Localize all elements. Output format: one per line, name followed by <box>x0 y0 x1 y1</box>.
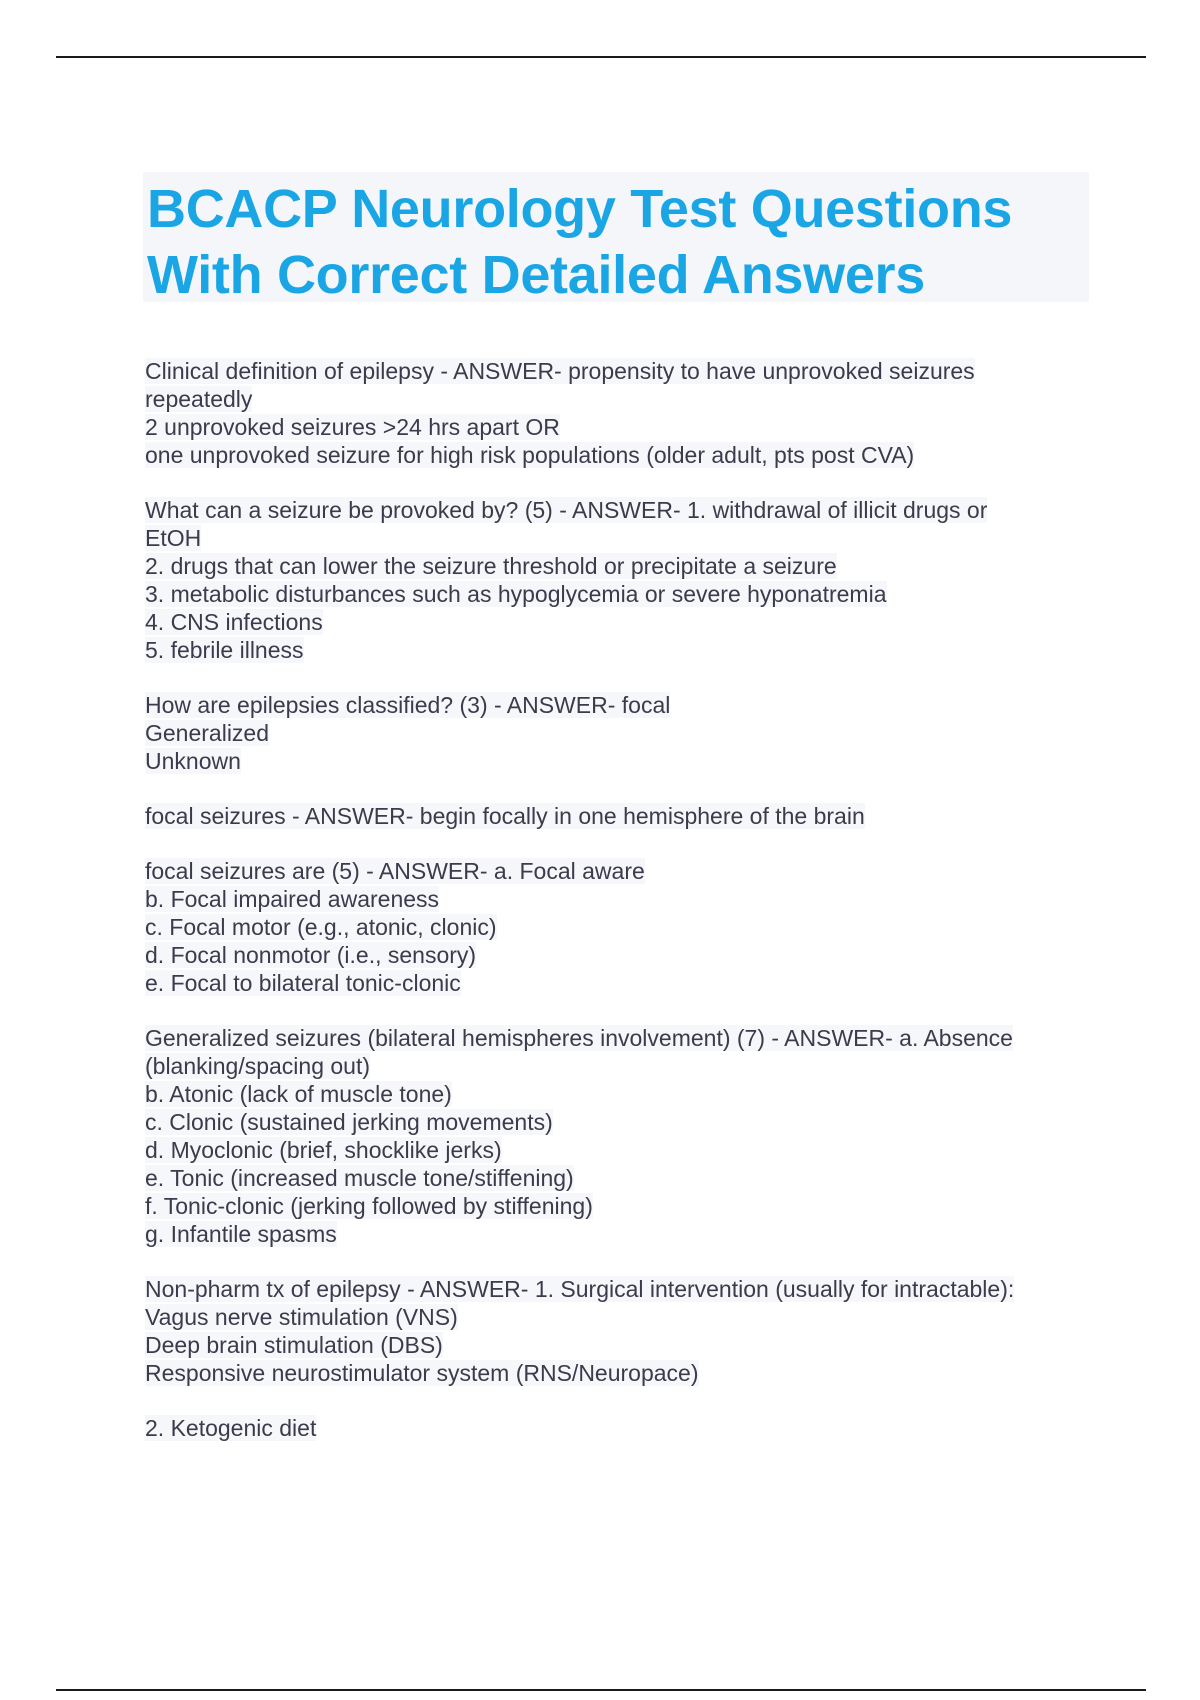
document-body <box>145 357 1065 1469</box>
entry-text: b. Focal impaired awareness <box>145 886 440 912</box>
entry-line <box>145 608 1065 636</box>
entry-line <box>145 1164 1065 1192</box>
entry-line <box>145 1414 1065 1442</box>
entry-text: f. Tonic-clonic (jerking followed by stiffening) <box>145 1193 593 1219</box>
entry-text: b. Atonic (lack of muscle tone) <box>145 1081 452 1107</box>
entry-text: c. Clonic (sustained jerking movements) <box>145 1109 553 1135</box>
entry-text: Vagus nerve stimulation (VNS) <box>145 1304 458 1330</box>
entry-text: 5. febrile illness <box>145 637 304 663</box>
entry-text: focal seizures are (5) - ANSWER- a. Focal aware <box>145 858 645 884</box>
entry-line <box>145 1052 1065 1080</box>
entry-line <box>145 1108 1065 1136</box>
entry-text: d. Focal nonmotor (i.e., sensory) <box>145 942 477 968</box>
entry-text: d. Myoclonic (brief, shocklike jerks) <box>145 1137 502 1163</box>
entry-line <box>145 385 1065 413</box>
entry-text: 2. Ketogenic diet <box>145 1415 317 1441</box>
entry-text: one unprovoked seizure for high risk populations (older adult, pts post CVA) <box>145 442 915 468</box>
qa-entry <box>145 496 1065 664</box>
entry-line <box>145 747 1065 775</box>
entry-line <box>145 636 1065 664</box>
entry-line <box>145 357 1065 385</box>
entry-text: e. Focal to bilateral tonic-clonic <box>145 970 461 996</box>
entry-text: How are epilepsies classified? (3) - ANSWER- focal <box>145 692 671 718</box>
entry-text: What can a seizure be provoked by? (5) - ANSWER- 1. withdrawal of illicit drugs or <box>145 497 988 523</box>
entry-text: Responsive neurostimulator system (RNS/Neuropace) <box>145 1360 699 1386</box>
entry-text: 2 unprovoked seizures >24 hrs apart OR <box>145 414 560 440</box>
entry-text: 4. CNS infections <box>145 609 323 635</box>
header-rule <box>56 56 1146 58</box>
qa-entry <box>145 357 1065 469</box>
entry-line <box>145 913 1065 941</box>
title-line-2: With Correct Detailed Answers <box>147 245 925 305</box>
entry-text: e. Tonic (increased muscle tone/stiffening) <box>145 1165 574 1191</box>
entry-line <box>145 580 1065 608</box>
entry-line <box>145 857 1065 885</box>
qa-entry <box>145 691 1065 775</box>
entry-text: 2. drugs that can lower the seizure threshold or precipitate a seizure <box>145 553 837 579</box>
entry-text: focal seizures - ANSWER- begin focally in one hemisphere of the brain <box>145 803 865 829</box>
entry-line <box>145 1024 1065 1052</box>
entry-line <box>145 802 1065 830</box>
entry-line <box>145 885 1065 913</box>
footer-rule <box>56 1689 1146 1691</box>
entry-line <box>145 1192 1065 1220</box>
title-line-1: BCACP Neurology Test Questions <box>147 179 1013 239</box>
entry-line <box>145 1331 1065 1359</box>
entry-line <box>145 1303 1065 1331</box>
entry-line <box>145 1080 1065 1108</box>
entry-text: Clinical definition of epilepsy - ANSWER- propensity to have unprovoked seizures <box>145 358 975 384</box>
entry-text: 3. metabolic disturbances such as hypoglycemia or severe hyponatremia <box>145 581 887 607</box>
entry-line <box>145 1220 1065 1248</box>
entry-text: Unknown <box>145 748 241 774</box>
entry-line <box>145 691 1065 719</box>
qa-entry <box>145 857 1065 997</box>
entry-line <box>145 441 1065 469</box>
qa-entry <box>145 802 1065 830</box>
entry-line <box>145 941 1065 969</box>
entry-text: c. Focal motor (e.g., atonic, clonic) <box>145 914 497 940</box>
entry-text: Generalized seizures (bilateral hemispheres involvement) (7) - ANSWER- a. Absence <box>145 1025 1013 1051</box>
entry-text: Generalized <box>145 720 270 746</box>
entry-text: EtOH <box>145 525 202 551</box>
entry-line <box>145 524 1065 552</box>
entry-text: g. Infantile spasms <box>145 1221 337 1247</box>
document-title <box>143 172 1089 305</box>
entry-line <box>145 496 1065 524</box>
entry-text: Deep brain stimulation (DBS) <box>145 1332 443 1358</box>
entry-line <box>145 1359 1065 1387</box>
entry-text: repeatedly <box>145 386 253 412</box>
entry-line <box>145 413 1065 441</box>
entry-text: Non-pharm tx of epilepsy - ANSWER- 1. Surgical intervention (usually for intractable): <box>145 1276 1015 1302</box>
entry-line <box>145 1136 1065 1164</box>
entry-line <box>145 1275 1065 1303</box>
qa-entry <box>145 1275 1065 1387</box>
entry-line <box>145 552 1065 580</box>
entry-line <box>145 969 1065 997</box>
qa-entry <box>145 1414 1065 1442</box>
qa-entry <box>145 1024 1065 1248</box>
entry-line <box>145 719 1065 747</box>
entry-text: (blanking/spacing out) <box>145 1053 371 1079</box>
